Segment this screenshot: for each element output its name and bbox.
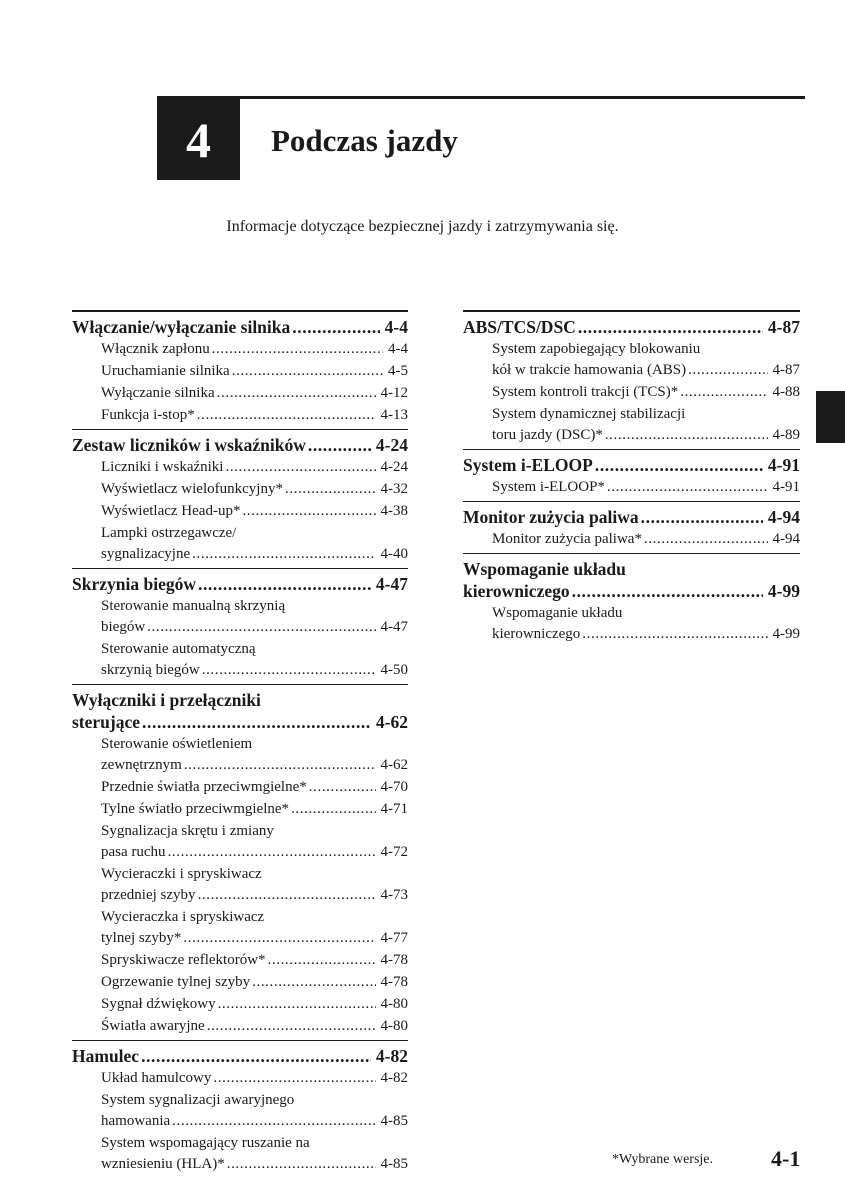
toc-entry-page: 4-32 <box>380 481 408 497</box>
toc-entry-line <box>72 544 408 565</box>
leader-dots <box>572 580 763 602</box>
leader-dots <box>218 994 376 1015</box>
toc-entry-text: Wyświetlacz wielofunkcyjny* <box>101 481 283 497</box>
chapter-intro: Informacje dotyczące bezpiecznej jazdy i zatrzymywania się. <box>226 218 619 235</box>
leader-dots <box>198 573 371 595</box>
toc-entry-line <box>463 425 800 446</box>
toc-entry-line <box>463 360 800 381</box>
toc-entry-line <box>72 617 408 638</box>
toc-entry-line <box>463 603 800 624</box>
leader-dots <box>582 624 767 645</box>
toc-heading-line <box>463 506 800 528</box>
toc-heading-page: 4-87 <box>767 317 800 337</box>
toc-heading-line <box>72 434 408 456</box>
toc-heading-page: 4-24 <box>375 435 408 455</box>
toc-heading-line <box>463 580 800 602</box>
toc-section <box>72 429 408 568</box>
leader-dots <box>641 506 763 528</box>
toc-section <box>72 684 408 1040</box>
toc-entry-text: biegów <box>101 619 146 635</box>
toc-entry[interactable] <box>72 1068 408 1089</box>
leader-dots <box>605 425 768 446</box>
toc-entry-text: Uruchamianie silnika <box>101 363 230 379</box>
toc-entry[interactable] <box>72 734 408 776</box>
toc-entry[interactable] <box>72 383 408 404</box>
toc-entry[interactable] <box>72 994 408 1015</box>
toc-section <box>463 553 800 648</box>
toc-entry[interactable] <box>72 777 408 798</box>
toc-entry-page: 4-62 <box>380 757 408 773</box>
toc-heading-line <box>72 711 408 733</box>
toc-entry-text: Ogrzewanie tylnej szyby <box>101 974 251 990</box>
leader-dots <box>578 316 763 338</box>
toc-entry-text: kół w trakcie hamowania (ABS) <box>492 362 687 378</box>
toc-entry-page: 4-91 <box>772 479 800 495</box>
toc-entry-page: 4-80 <box>380 1018 408 1034</box>
toc-entry-line <box>72 950 408 971</box>
toc-entry[interactable] <box>463 404 800 446</box>
toc-entry-text: Funkcja i-stop* <box>101 407 195 423</box>
toc-section <box>72 568 408 684</box>
chapter-number-box <box>157 99 240 180</box>
toc-entry-text: przedniej szyby <box>101 887 196 903</box>
toc-entry-page: 4-99 <box>772 626 800 642</box>
leader-dots <box>644 529 768 550</box>
toc-entry-line <box>463 529 800 550</box>
toc-entry-line <box>72 596 408 617</box>
toc-entry-text: skrzynią biegów <box>101 662 200 678</box>
toc-entry-line <box>72 339 408 360</box>
leader-dots <box>197 405 376 426</box>
toc-entry-text: System sygnalizacji awaryjnego <box>101 1092 295 1108</box>
leader-dots <box>232 361 383 382</box>
toc-entry-text: System kontroli trakcji (TCS)* <box>492 384 679 400</box>
toc-entry[interactable] <box>72 950 408 971</box>
toc-heading-text: sterujące <box>72 712 141 732</box>
chapter-number: 4 <box>186 111 211 168</box>
toc-entry-line <box>72 405 408 426</box>
toc-entry[interactable] <box>72 1090 408 1132</box>
toc-entry-line <box>463 624 800 645</box>
toc-entry-text: kierowniczego <box>492 626 581 642</box>
toc-entry-text: Wyświetlacz Head-up* <box>101 503 241 519</box>
leader-dots <box>142 711 371 733</box>
toc-entry-page: 4-12 <box>380 385 408 401</box>
toc-entry-page: 4-73 <box>380 887 408 903</box>
toc-entry-text: Światła awaryjne <box>101 1018 205 1034</box>
toc-entry-line <box>72 928 408 949</box>
toc-entry-page: 4-85 <box>380 1113 408 1129</box>
toc-heading-text: Wyłączniki i przełączniki <box>72 690 261 710</box>
toc-entry-line <box>463 382 800 403</box>
toc-entry-text: toru jazdy (DSC)* <box>492 427 603 443</box>
toc-heading-text: Monitor zużycia paliwa <box>463 507 639 527</box>
toc-entry-line <box>72 361 408 382</box>
toc-heading-text: ABS/TCS/DSC <box>463 317 576 337</box>
toc-entry[interactable] <box>72 907 408 949</box>
toc-entry-page: 4-50 <box>380 662 408 678</box>
toc-entry-line <box>463 477 800 498</box>
toc-entry-line <box>72 457 408 478</box>
leader-dots <box>688 360 767 381</box>
toc-entry-text: Wspomaganie układu <box>492 605 623 621</box>
leader-dots <box>291 799 375 820</box>
toc-heading-page: 4-82 <box>375 1046 408 1066</box>
toc-entry-text: Włącznik zapłonu <box>101 341 210 357</box>
toc-entry-page: 4-80 <box>380 996 408 1012</box>
toc-entry-text: tylnej szyby* <box>101 930 182 946</box>
toc-entry[interactable] <box>72 457 408 478</box>
toc-entry-page: 4-47 <box>380 619 408 635</box>
toc-entry-text: Sterowanie automatyczną <box>101 641 256 657</box>
toc-entry-line <box>72 885 408 906</box>
leader-dots <box>184 755 376 776</box>
toc-entry-text: Sygnał dźwiękowy <box>101 996 216 1012</box>
leader-dots <box>308 434 371 456</box>
toc-entry[interactable] <box>72 864 408 906</box>
toc-entry-text: Sygnalizacja skrętu i zmiany <box>101 823 274 839</box>
toc-entry-line <box>72 1016 408 1037</box>
toc-entry-line <box>72 1111 408 1132</box>
toc-entry-line <box>463 339 800 360</box>
toc-section <box>463 310 800 449</box>
toc-entry-text: hamowania <box>101 1113 171 1129</box>
toc-entry-page: 4-88 <box>772 384 800 400</box>
toc-entry-line <box>72 660 408 681</box>
toc-entry[interactable] <box>72 1016 408 1037</box>
toc-heading-page: 4-94 <box>767 507 800 527</box>
toc-entry-line <box>72 523 408 544</box>
toc-entry-page: 4-70 <box>380 779 408 795</box>
toc-heading-line <box>463 316 800 338</box>
toc-entry-line <box>72 734 408 755</box>
toc-entry-page: 4-71 <box>380 801 408 817</box>
toc-heading-text: kierowniczego <box>463 581 570 601</box>
toc-entry-line <box>72 639 408 660</box>
toc-entry-line <box>72 864 408 885</box>
leader-dots <box>309 777 376 798</box>
page-number: 4-1 <box>771 1146 801 1171</box>
side-thumb-tab <box>816 391 845 443</box>
toc-entry-text: Tylne światło przeciwmgielne* <box>101 801 290 817</box>
toc-entry-line <box>72 1154 408 1175</box>
toc-entry-text: wzniesieniu (HLA)* <box>101 1156 225 1172</box>
toc-heading-line <box>72 573 408 595</box>
leader-dots <box>595 454 763 476</box>
toc-entry-text: System dynamicznej stabilizacji <box>492 406 686 422</box>
toc-entry[interactable] <box>463 603 800 645</box>
toc-entry-text: Układ hamulcowy <box>101 1070 212 1086</box>
toc-entry-line <box>72 994 408 1015</box>
toc-entry-page: 4-5 <box>388 363 408 379</box>
footnote: *Wybrane wersje. <box>612 1152 714 1167</box>
toc-entry-text: Lampki ostrzegawcze/ <box>101 525 237 541</box>
toc-entry-line <box>72 1133 408 1154</box>
leader-dots <box>227 1154 376 1175</box>
toc-entry-text: Wycieraczki i spryskiwacz <box>101 866 262 882</box>
toc-entry-page: 4-72 <box>380 844 408 860</box>
toc-entry-text: System zapobiegający blokowaniu <box>492 341 701 357</box>
toc-entry-text: Wyłączanie silnika <box>101 385 215 401</box>
toc-section <box>72 1040 408 1178</box>
toc-entry-page: 4-87 <box>772 362 800 378</box>
toc-heading-text: Włączanie/wyłączanie silnika <box>72 317 291 337</box>
toc-entry-line <box>72 1068 408 1089</box>
toc-entry[interactable] <box>463 477 800 498</box>
toc-entry-line <box>72 799 408 820</box>
toc-entry-page: 4-40 <box>380 546 408 562</box>
toc-section <box>463 501 800 553</box>
toc-heading-text: Skrzynia biegów <box>72 574 196 594</box>
toc-heading-line <box>72 1045 408 1067</box>
leader-dots <box>172 1111 375 1132</box>
leader-dots <box>225 457 375 478</box>
top-rule <box>157 96 805 99</box>
toc-section <box>72 310 408 429</box>
toc-entry-line <box>72 383 408 404</box>
toc-entry-line <box>72 479 408 500</box>
toc-heading-page: 4-62 <box>375 712 408 732</box>
toc-entry[interactable] <box>72 821 408 863</box>
toc-entry-page: 4-85 <box>380 1156 408 1172</box>
toc-heading-text: Wspomaganie układu <box>463 559 626 579</box>
toc-entry[interactable] <box>72 479 408 500</box>
chapter-title: Podczas jazdy <box>271 123 458 158</box>
toc-entry[interactable] <box>72 339 408 360</box>
toc-entry-text: Sterowanie manualną skrzynią <box>101 598 286 614</box>
leader-dots <box>285 479 376 500</box>
toc-entry[interactable] <box>72 639 408 681</box>
toc-entry-page: 4-82 <box>380 1070 408 1086</box>
toc-entry-line <box>72 1090 408 1111</box>
leader-dots <box>141 1045 371 1067</box>
toc-entry-page: 4-13 <box>380 407 408 423</box>
toc-entry-text: sygnalizacyjne <box>101 546 191 562</box>
leader-dots <box>292 316 379 338</box>
toc-entry-text: Liczniki i wskaźniki <box>101 459 224 475</box>
toc-entry[interactable] <box>72 523 408 565</box>
toc-entry-page: 4-78 <box>380 952 408 968</box>
toc-left-column <box>72 310 408 1178</box>
leader-dots <box>268 950 376 971</box>
toc-entry-page: 4-77 <box>380 930 408 946</box>
toc-entry-line <box>72 842 408 863</box>
leader-dots <box>607 477 768 498</box>
toc-heading-line <box>72 689 408 711</box>
toc-entry-page: 4-24 <box>380 459 408 475</box>
toc-entry-page: 4-94 <box>772 531 800 547</box>
toc-entry-text: System i-ELOOP* <box>492 479 605 495</box>
toc-entry[interactable] <box>72 972 408 993</box>
toc-heading-text: Zestaw liczników i wskaźników <box>72 435 306 455</box>
toc-entry-text: Spryskiwacze reflektorów* <box>101 952 266 968</box>
toc-heading-page: 4-99 <box>767 581 800 601</box>
toc-entry-text: Wycieraczka i spryskiwacz <box>101 909 265 925</box>
toc-section <box>463 449 800 501</box>
leader-dots <box>213 1068 375 1089</box>
toc-entry-page: 4-89 <box>772 427 800 443</box>
toc-entry[interactable] <box>463 339 800 381</box>
toc-entry-line <box>72 972 408 993</box>
leader-dots <box>212 339 383 360</box>
toc-entry[interactable] <box>72 596 408 638</box>
toc-heading-page: 4-4 <box>384 317 408 337</box>
toc-entry-page: 4-78 <box>380 974 408 990</box>
toc-entry-line <box>72 907 408 928</box>
toc-heading-text: Hamulec <box>72 1046 140 1066</box>
toc-entry-line <box>72 821 408 842</box>
leader-dots <box>217 383 376 404</box>
toc-entry-line <box>72 777 408 798</box>
toc-entry-text: Przednie światła przeciwmgielne* <box>101 779 307 795</box>
leader-dots <box>202 660 376 681</box>
toc-entry-text: Sterowanie oświetleniem <box>101 736 253 752</box>
toc-entry[interactable] <box>72 1133 408 1175</box>
leader-dots <box>680 382 767 403</box>
leader-dots <box>147 617 375 638</box>
toc-entry-line <box>463 404 800 425</box>
toc-heading-line <box>463 454 800 476</box>
toc-entry[interactable] <box>72 361 408 382</box>
toc-entry-line <box>72 755 408 776</box>
toc-entry-text: System wspomagający ruszanie na <box>101 1135 310 1151</box>
toc-right-column <box>463 310 800 648</box>
toc-heading-line <box>72 316 408 338</box>
toc-entry[interactable] <box>72 501 408 522</box>
toc-entry-line <box>72 501 408 522</box>
toc-entry[interactable] <box>72 405 408 426</box>
leader-dots <box>168 842 376 863</box>
toc-heading-page: 4-91 <box>767 455 800 475</box>
toc-heading-page: 4-47 <box>375 574 408 594</box>
toc-entry-page: 4-38 <box>380 503 408 519</box>
toc-entry[interactable] <box>463 529 800 550</box>
toc-entry[interactable] <box>72 799 408 820</box>
leader-dots <box>207 1016 376 1037</box>
toc-heading-text: System i-ELOOP <box>463 455 593 475</box>
toc-entry-text: zewnętrznym <box>101 757 182 773</box>
toc-entry-text: pasa ruchu <box>101 844 166 860</box>
leader-dots <box>192 544 375 565</box>
leader-dots <box>198 885 376 906</box>
toc-entry-page: 4-4 <box>388 341 408 357</box>
leader-dots <box>183 928 375 949</box>
leader-dots <box>242 501 375 522</box>
toc-heading-line <box>463 558 800 580</box>
toc-entry-text: Monitor zużycia paliwa* <box>492 531 642 547</box>
toc-entry[interactable] <box>463 382 800 403</box>
leader-dots <box>252 972 375 993</box>
